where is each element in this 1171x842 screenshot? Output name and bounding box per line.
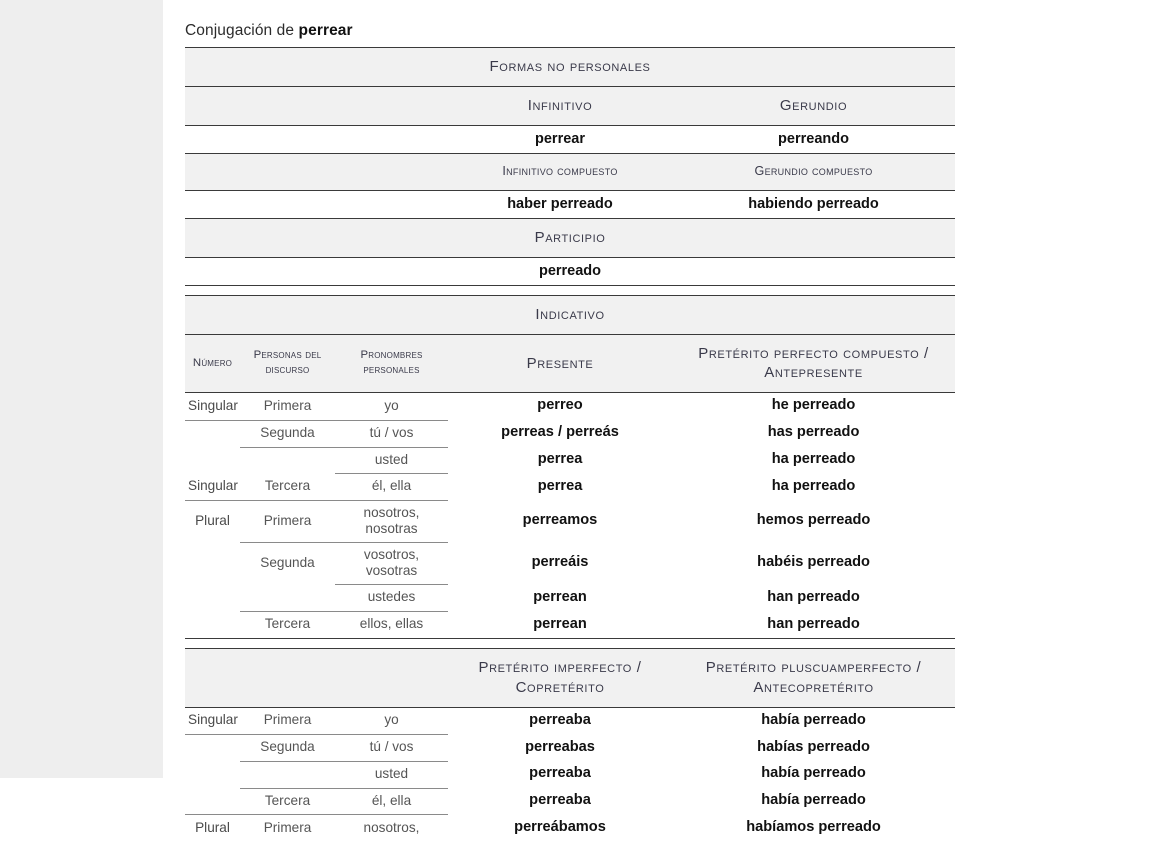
indicative-column-header-row <box>185 335 955 393</box>
cell-pronombre <box>335 543 448 585</box>
impersonal-value-row-compound <box>185 190 955 218</box>
block-gap-row <box>185 639 955 649</box>
column-header-tense-preterito-perfecto <box>672 335 955 393</box>
cell-numero: Singular <box>185 393 240 420</box>
cell-persona: Primera <box>240 707 335 734</box>
cell-tense2: habías perreado <box>757 738 870 755</box>
cell-tense1: perrean <box>448 612 672 639</box>
column-header-tense-preterito-imperfecto <box>448 649 672 707</box>
cell-persona: Tercera <box>240 474 335 501</box>
table-row <box>185 474 955 501</box>
indicative-table <box>185 295 955 842</box>
value-infinitivo: perrear <box>448 126 672 154</box>
cell-pronombre: yo <box>335 707 448 734</box>
page-title-verb: perrear <box>298 22 353 39</box>
tense-preterito-perfecto-line2: Antepresente <box>764 364 863 382</box>
cell-persona: Tercera <box>240 788 335 815</box>
cell-pronombre: tú / vos <box>335 735 448 762</box>
cell-tense1: perreas / perreás <box>501 424 619 441</box>
cell-tense1: perreabas <box>525 738 595 755</box>
cell-pronombre: ustedes <box>335 585 448 612</box>
tense-preterito-imperfecto-line1: Pretérito imperfecto / <box>478 659 642 677</box>
cell-persona: Tercera <box>240 612 335 639</box>
cell-persona: Primera <box>240 501 335 543</box>
cell-pronombre: ellos, ellas <box>335 612 448 639</box>
column-header-pronombres <box>335 335 448 393</box>
cell-numero <box>185 447 240 474</box>
cell-tense1: perreaba <box>529 792 591 809</box>
impersonal-section-title-row <box>185 48 955 87</box>
table-row <box>185 761 955 788</box>
cell-pronombre: él, ella <box>335 474 448 501</box>
column-header-pronombres-line1: Pronombres <box>360 349 423 362</box>
indicative-section-title-row <box>185 295 955 334</box>
cell-tense1: perrea <box>537 451 583 468</box>
value-spacer-compound <box>185 190 448 218</box>
cell-pronombre-line1: nosotros, <box>363 505 420 521</box>
cell-tense2: habéis perreado <box>757 554 870 571</box>
cell-pronombre: usted <box>335 447 448 474</box>
section-gap <box>185 286 955 295</box>
cell-numero <box>185 612 240 639</box>
block2-header-spacer <box>185 649 448 707</box>
cell-pronombre: nosotros, <box>363 819 420 835</box>
cell-pronombre: yo <box>335 393 448 420</box>
cell-tense2: has perreado <box>767 424 860 441</box>
cell-persona: Segunda <box>240 420 335 447</box>
content-area <box>163 0 1171 835</box>
participle-value-row <box>185 257 955 285</box>
cell-tense1: perreo <box>537 397 583 414</box>
value-gerundio-compuesto: habiendo perreado <box>672 190 955 218</box>
column-header-pronombres-line2: personales <box>363 364 420 377</box>
cell-numero <box>185 761 240 788</box>
cell-persona <box>240 761 335 788</box>
impersonal-value-row-simple <box>185 126 955 154</box>
cell-tense2: había perreado <box>761 792 866 809</box>
header-infinitivo-compuesto: Infinitivo compuesto <box>448 154 672 190</box>
table-row <box>185 447 955 474</box>
left-margin-rail <box>0 0 163 778</box>
cell-tense1: perreábamos <box>514 818 606 835</box>
cell-persona: Segunda <box>260 555 315 571</box>
tense-preterito-imperfecto-line2: Copretérito <box>515 678 605 696</box>
page-title <box>185 22 955 47</box>
impersonal-section-title: Formas no personales <box>185 48 955 87</box>
cell-tense1: perreáis <box>531 554 589 571</box>
header-spacer-compound <box>185 154 448 190</box>
cell-persona: Primera <box>240 393 335 420</box>
cell-persona <box>240 585 335 612</box>
cell-tense2: ha perreado <box>771 477 856 494</box>
tense-preterito-perfecto-line1: Pretérito perfecto compuesto / <box>698 345 929 363</box>
participle-header-row <box>185 218 955 257</box>
table-row <box>185 420 955 447</box>
cell-pronombre-line1: vosotros, <box>363 547 420 563</box>
cell-tense2: había perreado <box>761 711 866 728</box>
table-row <box>185 612 955 639</box>
header-participio: Participio <box>185 218 955 257</box>
impersonal-header-row-simple <box>185 87 955 126</box>
table-row <box>185 788 955 815</box>
cell-tense1: perrea <box>537 477 583 494</box>
column-header-personas-line2: discurso <box>265 364 310 377</box>
cell-tense1: perreaba <box>529 711 591 728</box>
header-infinitivo: Infinitivo <box>448 87 672 126</box>
cell-numero <box>185 788 240 815</box>
table-row <box>185 543 955 585</box>
tense-pluscuamperfecto-line2: Antecopretérito <box>753 678 874 696</box>
cell-persona <box>240 447 335 474</box>
cell-tense2: he perreado <box>771 397 856 414</box>
table-row <box>185 393 955 420</box>
indicative-section-title: Indicativo <box>185 295 955 334</box>
cell-tense2: han perreado <box>672 612 955 639</box>
cell-numero <box>185 543 240 585</box>
cell-numero: Plural <box>195 513 230 529</box>
block-gap <box>185 639 955 649</box>
cell-pronombre <box>335 501 448 543</box>
cell-persona: Primera <box>263 819 312 835</box>
header-gerundio: Gerundio <box>672 87 955 126</box>
cell-pronombre: tú / vos <box>335 420 448 447</box>
cell-tense2: había perreado <box>761 765 866 782</box>
column-header-personas <box>240 335 335 393</box>
cell-tense1: perreaba <box>529 765 591 782</box>
cell-tense1: perreamos <box>522 512 598 529</box>
value-spacer <box>185 126 448 154</box>
page-title-prefix: Conjugación de <box>185 22 299 39</box>
cell-tense2: ha perreado <box>771 451 856 468</box>
tense-pluscuamperfecto-line1: Pretérito pluscuamperfecto / <box>705 659 922 677</box>
table-row <box>185 585 955 612</box>
column-header-numero: Número <box>185 335 240 393</box>
column-header-tense-pluscuamperfecto <box>672 649 955 707</box>
cell-pronombre-line2: nosotras <box>365 521 418 537</box>
cell-tense2: hemos perreado <box>756 512 871 529</box>
table-row <box>185 735 955 762</box>
cell-numero <box>185 420 240 447</box>
table-row <box>185 707 955 734</box>
impersonal-forms-table <box>185 47 955 286</box>
cell-tense1: perrean <box>533 588 587 605</box>
cell-persona: Segunda <box>240 735 335 762</box>
cell-pronombre: usted <box>335 761 448 788</box>
header-gerundio-compuesto: Gerundio compuesto <box>672 154 955 190</box>
table-row <box>185 815 955 842</box>
cell-numero: Singular <box>185 707 240 734</box>
cell-numero <box>185 735 240 762</box>
cell-numero <box>185 585 240 612</box>
value-gerundio: perreando <box>672 126 955 154</box>
table-row <box>185 501 955 543</box>
cell-numero: Plural <box>195 819 230 835</box>
cell-tense2: han perreado <box>767 588 860 605</box>
cell-tense2: habíamos perreado <box>746 818 881 835</box>
cell-pronombre-line2: vosotras <box>365 563 418 579</box>
cell-numero: Singular <box>185 474 240 501</box>
cell-pronombre: él, ella <box>335 788 448 815</box>
indicative-block2-header-row <box>185 649 955 707</box>
value-participio: perreado <box>185 257 955 285</box>
header-spacer <box>185 87 448 126</box>
impersonal-header-row-compound <box>185 154 955 190</box>
column-header-personas-line1: Personas del <box>253 349 322 362</box>
column-header-tense-presente: Presente <box>448 335 672 393</box>
value-infinitivo-compuesto: haber perreado <box>448 190 672 218</box>
